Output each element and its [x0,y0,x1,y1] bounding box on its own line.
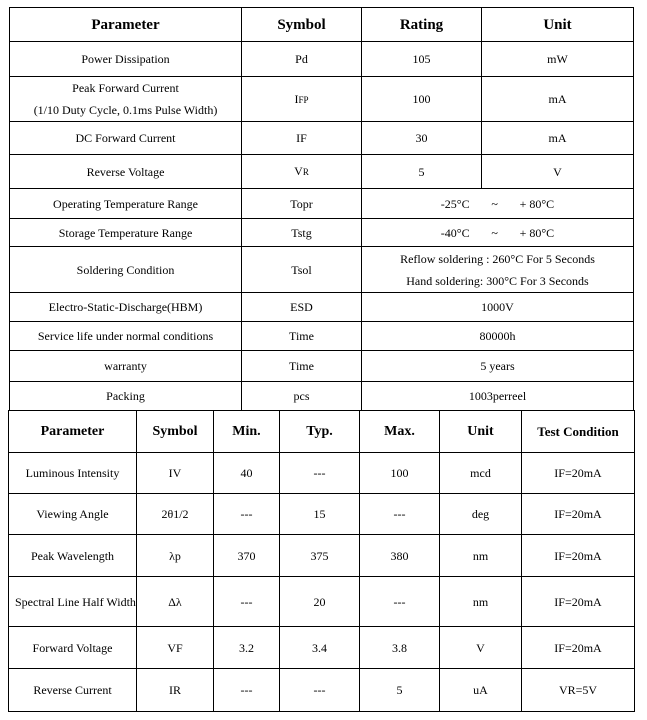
header-max: Max. [360,411,440,453]
param-cell: Soldering Condition [10,247,242,293]
symbol-cell: Pd [242,42,362,77]
table-row [10,322,634,351]
symbol-cell: IV [137,453,214,494]
unit-cell: mcd [440,453,522,494]
param-line: (1/10 Duty Cycle, 0.1ms Pulse Width) [33,103,218,117]
header-row [10,8,634,42]
range-cell [362,189,634,219]
typ-cell: 3.4 [280,627,360,669]
value-cell: 80000h [362,322,634,351]
typ-cell: 15 [280,494,360,535]
symbol-cell: Time [242,322,362,351]
condition-cell: IF=20mA [522,577,635,627]
symbol-cell: IR [137,669,214,712]
unit-cell: V [440,627,522,669]
param-cell: Operating Temperature Range [10,189,242,219]
range-min: -25°C [440,196,470,211]
param-cell: Forward Voltage [9,627,137,669]
table-row [9,494,635,535]
max-cell: --- [360,577,440,627]
param-cell: Spectral Line Half Width [9,577,137,627]
condition-cell: IF=20mA [522,453,635,494]
unit-cell: mW [482,42,634,77]
header-rating: Rating [362,8,482,42]
min-cell: 40 [214,453,280,494]
symbol-main: I [294,91,299,106]
header-row [9,411,635,453]
soldering-line: Hand soldering: 300°C For 3 Seconds [406,273,589,288]
max-cell: 5 [360,669,440,712]
table-row [9,627,635,669]
header-min: Min. [214,411,280,453]
header-test-condition: Test Condition [522,411,635,453]
symbol-cell: VF [137,627,214,669]
param-cell: Packing [10,382,242,411]
symbol-cell: Topr [242,189,362,219]
param-cell: Power Dissipation [10,42,242,77]
table-row [10,219,634,247]
rating-cell: 100 [362,77,482,122]
header-unit: Unit [440,411,522,453]
param-cell: Electro-Static-Discharge(HBM) [10,293,242,322]
condition-cell: IF=20mA [522,535,635,577]
symbol-cell [242,77,362,122]
min-cell: --- [214,669,280,712]
table-row [9,577,635,627]
param-cell: Viewing Angle [9,494,137,535]
table-row [10,293,634,322]
range-cell [362,219,634,247]
symbol-cell: Δλ [137,577,214,627]
absolute-ratings-table [9,7,634,411]
condition-cell: IF=20mA [522,494,635,535]
electro-optical-table [8,410,635,712]
rating-cell: 30 [362,122,482,155]
rating-cell: 105 [362,42,482,77]
condition-cell: VR=5V [522,669,635,712]
typ-cell: --- [280,669,360,712]
param-cell: DC Forward Current [10,122,242,155]
table-row [9,669,635,712]
param-cell [10,77,242,122]
unit-cell: nm [440,535,522,577]
symbol-sub: FP [298,94,309,105]
param-cell: Reverse Current [9,669,137,712]
symbol-cell [242,155,362,189]
param-cell: Service life under normal conditions [10,322,242,351]
param-cell: Luminous Intensity [9,453,137,494]
header-parameter: Parameter [10,8,242,42]
value-cell: 1000V [362,293,634,322]
param-cell: Peak Wavelength [9,535,137,577]
range-max: + 80°C [519,196,555,211]
table-row [10,189,634,219]
table-row [10,155,634,189]
unit-cell: mA [482,122,634,155]
symbol-cell: λp [137,535,214,577]
table-row [10,42,634,77]
min-cell: --- [214,494,280,535]
symbol-main: V [294,164,303,178]
range-tilde: ~ [491,225,498,240]
typ-cell: 20 [280,577,360,627]
unit-cell: nm [440,577,522,627]
symbol-cell: Time [242,351,362,382]
symbol-sub: R [302,167,309,177]
typ-cell: 375 [280,535,360,577]
symbol-cell: pcs [242,382,362,411]
min-cell: 3.2 [214,627,280,669]
min-cell: --- [214,577,280,627]
header-parameter: Parameter [9,411,137,453]
param-cell: Storage Temperature Range [10,219,242,247]
table-row [10,351,634,382]
range-min: -40°C [440,225,470,240]
max-cell: 380 [360,535,440,577]
symbol-cell: 2θ1/2 [137,494,214,535]
max-cell: --- [360,494,440,535]
value-cell: 5 years [362,351,634,382]
symbol-cell: Tstg [242,219,362,247]
max-cell: 3.8 [360,627,440,669]
range-max: + 80°C [519,225,555,240]
unit-cell: deg [440,494,522,535]
header-symbol: Symbol [137,411,214,453]
value-cell: 1003perreel [362,382,634,411]
condition-cell: IF=20mA [522,627,635,669]
param-cell: Reverse Voltage [10,155,242,189]
soldering-cell [362,247,634,293]
unit-cell: V [482,155,634,189]
range-tilde: ~ [491,196,498,211]
symbol-cell: ESD [242,293,362,322]
header-typ: Typ. [280,411,360,453]
table-row [10,122,634,155]
soldering-line: Reflow soldering : 260°C For 5 Seconds [400,251,595,266]
header-symbol: Symbol [242,8,362,42]
max-cell: 100 [360,453,440,494]
table-row [10,382,634,411]
symbol-cell: IF [242,122,362,155]
param-cell: warranty [10,351,242,382]
rating-cell: 5 [362,155,482,189]
table-row [9,535,635,577]
unit-cell: mA [482,77,634,122]
unit-cell: uA [440,669,522,712]
header-unit: Unit [482,8,634,42]
table-row [10,247,634,293]
param-line: Peak Forward Current [72,81,179,95]
min-cell: 370 [214,535,280,577]
table-row [9,453,635,494]
symbol-cell: Tsol [242,247,362,293]
table-row [10,77,634,122]
typ-cell: --- [280,453,360,494]
